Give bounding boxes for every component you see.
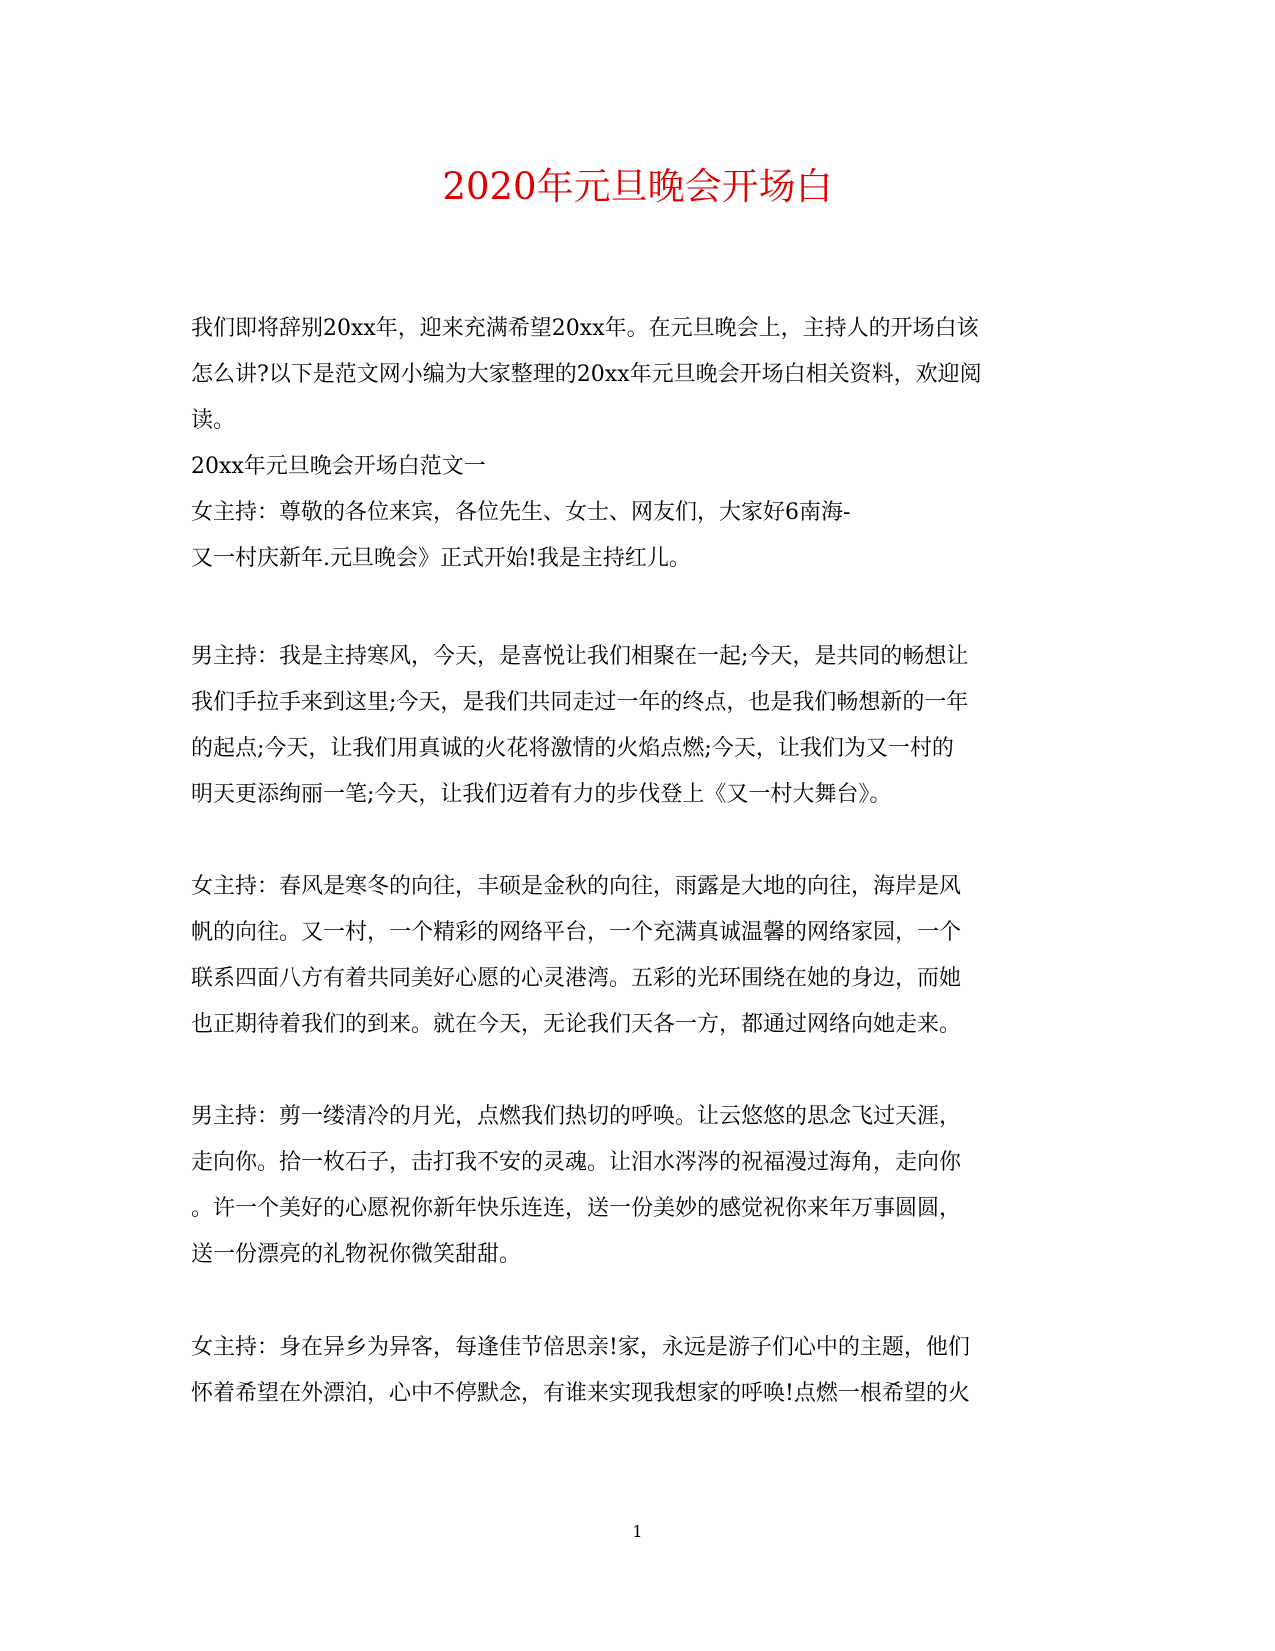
text-line: 男主持：剪一缕清冷的月光，点燃我们热切的呼唤。让云悠悠的思念飞过天涯， [191,1104,962,1129]
text-line: 帆的向往。又一村，一个精彩的网络平台，一个充满真诚温馨的网络家园，一个 [191,920,962,945]
section-heading: 20xx年元旦晚会开场白范文一 [191,454,486,479]
text-line: 也正期待着我们的到来。就在今天，无论我们天各一方，都通过网络向她走来。 [191,1012,962,1037]
text-line: 我们即将辞别20xx年，迎来充满希望20xx年。在元旦晚会上，主持人的开场白该 [191,316,979,341]
text-line: 走向你。拾一枚石子，击打我不安的灵魂。让泪水涔涔的祝福漫过海角，走向你 [191,1150,962,1175]
paragraph-female-host-1 [191,864,1091,1048]
text-line: 怎么讲?以下是范文网小编为大家整理的20xx年元旦晚会开场白相关资料，欢迎阅 [191,362,982,387]
text-line: 读。 [191,408,236,433]
text-line: 我们手拉手来到这里;今天，是我们共同走过一年的终点，也是我们畅想新的一年 [191,690,969,715]
paragraph-intro [191,306,1091,582]
text-line: 女主持：身在异乡为异客，每逢佳节倍思亲!家，永远是游子们心中的主题，他们 [191,1335,970,1360]
text-line: 联系四面八方有着共同美好心愿的心灵港湾。五彩的光环围绕在她的身边，而她 [191,966,962,991]
text-line: 送一份漂亮的礼物祝你微笑甜甜。 [191,1242,522,1267]
paragraph-male-host-2 [191,1094,1091,1278]
text-line: 怀着希望在外漂泊，心中不停默念，有谁来实现我想家的呼唤!点燃一根希望的火 [191,1381,970,1406]
text-line: 又一村庆新年.元旦晚会》正式开始!我是主持红儿。 [191,546,691,571]
page-number: 1 [632,1522,643,1541]
page-title: 2020年元旦晚会开场白 [442,165,833,208]
paragraph-male-host-1 [191,634,1091,818]
text-line: 。许一个美好的心愿祝你新年快乐连连，送一份美妙的感觉祝你来年万事圆圆， [191,1196,962,1221]
text-line: 男主持：我是主持寒风，今天，是喜悦让我们相聚在一起;今天，是共同的畅想让 [191,644,969,669]
text-line: 女主持：尊敬的各位来宾，各位先生、女士、网友们，大家好6南海- [191,500,851,525]
text-line: 明天更添绚丽一笔;今天，让我们迈着有力的步伐登上《又一村大舞台》。 [191,782,892,807]
paragraph-female-host-2 [191,1325,1091,1417]
text-line: 女主持：春风是寒冬的向往，丰硕是金秋的向往，雨露是大地的向往，海岸是风 [191,874,962,899]
text-line: 的起点;今天，让我们用真诚的火花将激情的火焰点燃;今天，让我们为又一村的 [191,736,954,761]
